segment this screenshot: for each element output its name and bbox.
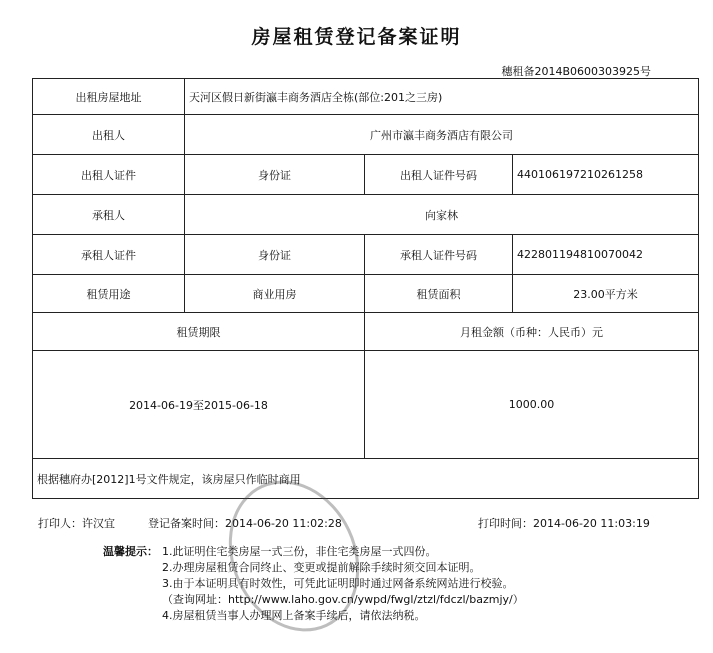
document-number: 穗租备2014B0600303925号 (501, 65, 651, 78)
lessor-label: 出租人 (33, 115, 185, 155)
address-value: 天河区假日新街瀛丰商务酒店全栋(部位:201之三房) (185, 79, 699, 115)
print-time: 打印时间：2014-06-20 11:03:19 (478, 517, 650, 530)
lessee-id-type: 身份证 (185, 235, 365, 275)
printer: 打印人：许汉宜 (38, 517, 115, 530)
rent-label: 月租金额（币种：人民币）元 (365, 313, 699, 351)
lessee-value: 向家林 (185, 195, 699, 235)
lessor-row (33, 115, 699, 155)
period-rent-value-row (33, 351, 699, 459)
lessor-id-label: 出租人证件 (33, 155, 185, 195)
lessee-id-no: 422801194810070042 (513, 235, 699, 275)
area-value: 23.00平方米 (513, 275, 699, 313)
lessee-id-row (33, 235, 699, 275)
lessee-id-no-label: 承租人证件号码 (365, 235, 513, 275)
use-value: 商业用房 (185, 275, 365, 313)
address-label: 出租房屋地址 (33, 79, 185, 115)
tip-line-3: 3.由于本证明具有时效性，可凭此证明即时通过网备系统网站进行校验。 (162, 577, 514, 590)
registration-table (32, 78, 699, 499)
tip-line-1: 1.此证明住宅类房屋一式三份，非住宅类房屋一式四份。 (162, 545, 437, 558)
period-rent-header-row (33, 313, 699, 351)
basis-note-row (33, 459, 699, 499)
tip-line-2: 2.办理房屋租赁合同终止、变更或提前解除手续时须交回本证明。 (162, 561, 481, 574)
area-label: 租赁面积 (365, 275, 513, 313)
rent-value: 1000.00 (365, 351, 699, 459)
lessor-id-no-label: 出租人证件号码 (365, 155, 513, 195)
period-label: 租赁期限 (33, 313, 365, 351)
address-row (33, 79, 699, 115)
period-value: 2014-06-19至2015-06-18 (33, 351, 365, 459)
lessor-value: 广州市瀛丰商务酒店有限公司 (185, 115, 699, 155)
tip-line-4: （查询网址：http://www.laho.gov.cn/ywpd/fwgl/ztzl/fdczl/bazmjy/） (162, 593, 524, 606)
lessor-id-no: 440106197210261258 (513, 155, 699, 195)
use-label: 租赁用途 (33, 275, 185, 313)
use-area-row (33, 275, 699, 313)
tips-heading: 温馨提示： (103, 545, 158, 558)
lessee-id-label: 承租人证件 (33, 235, 185, 275)
lessee-row (33, 195, 699, 235)
tip-line-5: 4.房屋租赁当事人办理网上备案手续后，请依法纳税。 (162, 609, 426, 622)
registration-time: 登记备案时间：2014-06-20 11:02:28 (148, 517, 342, 530)
lessee-label: 承租人 (33, 195, 185, 235)
basis-note: 根据穗府办[2012]1号文件规定，该房屋只作临时商用 (33, 459, 699, 499)
lessor-id-row (33, 155, 699, 195)
document-title: 房屋租赁登记备案证明 (251, 26, 462, 48)
lessor-id-type: 身份证 (185, 155, 365, 195)
